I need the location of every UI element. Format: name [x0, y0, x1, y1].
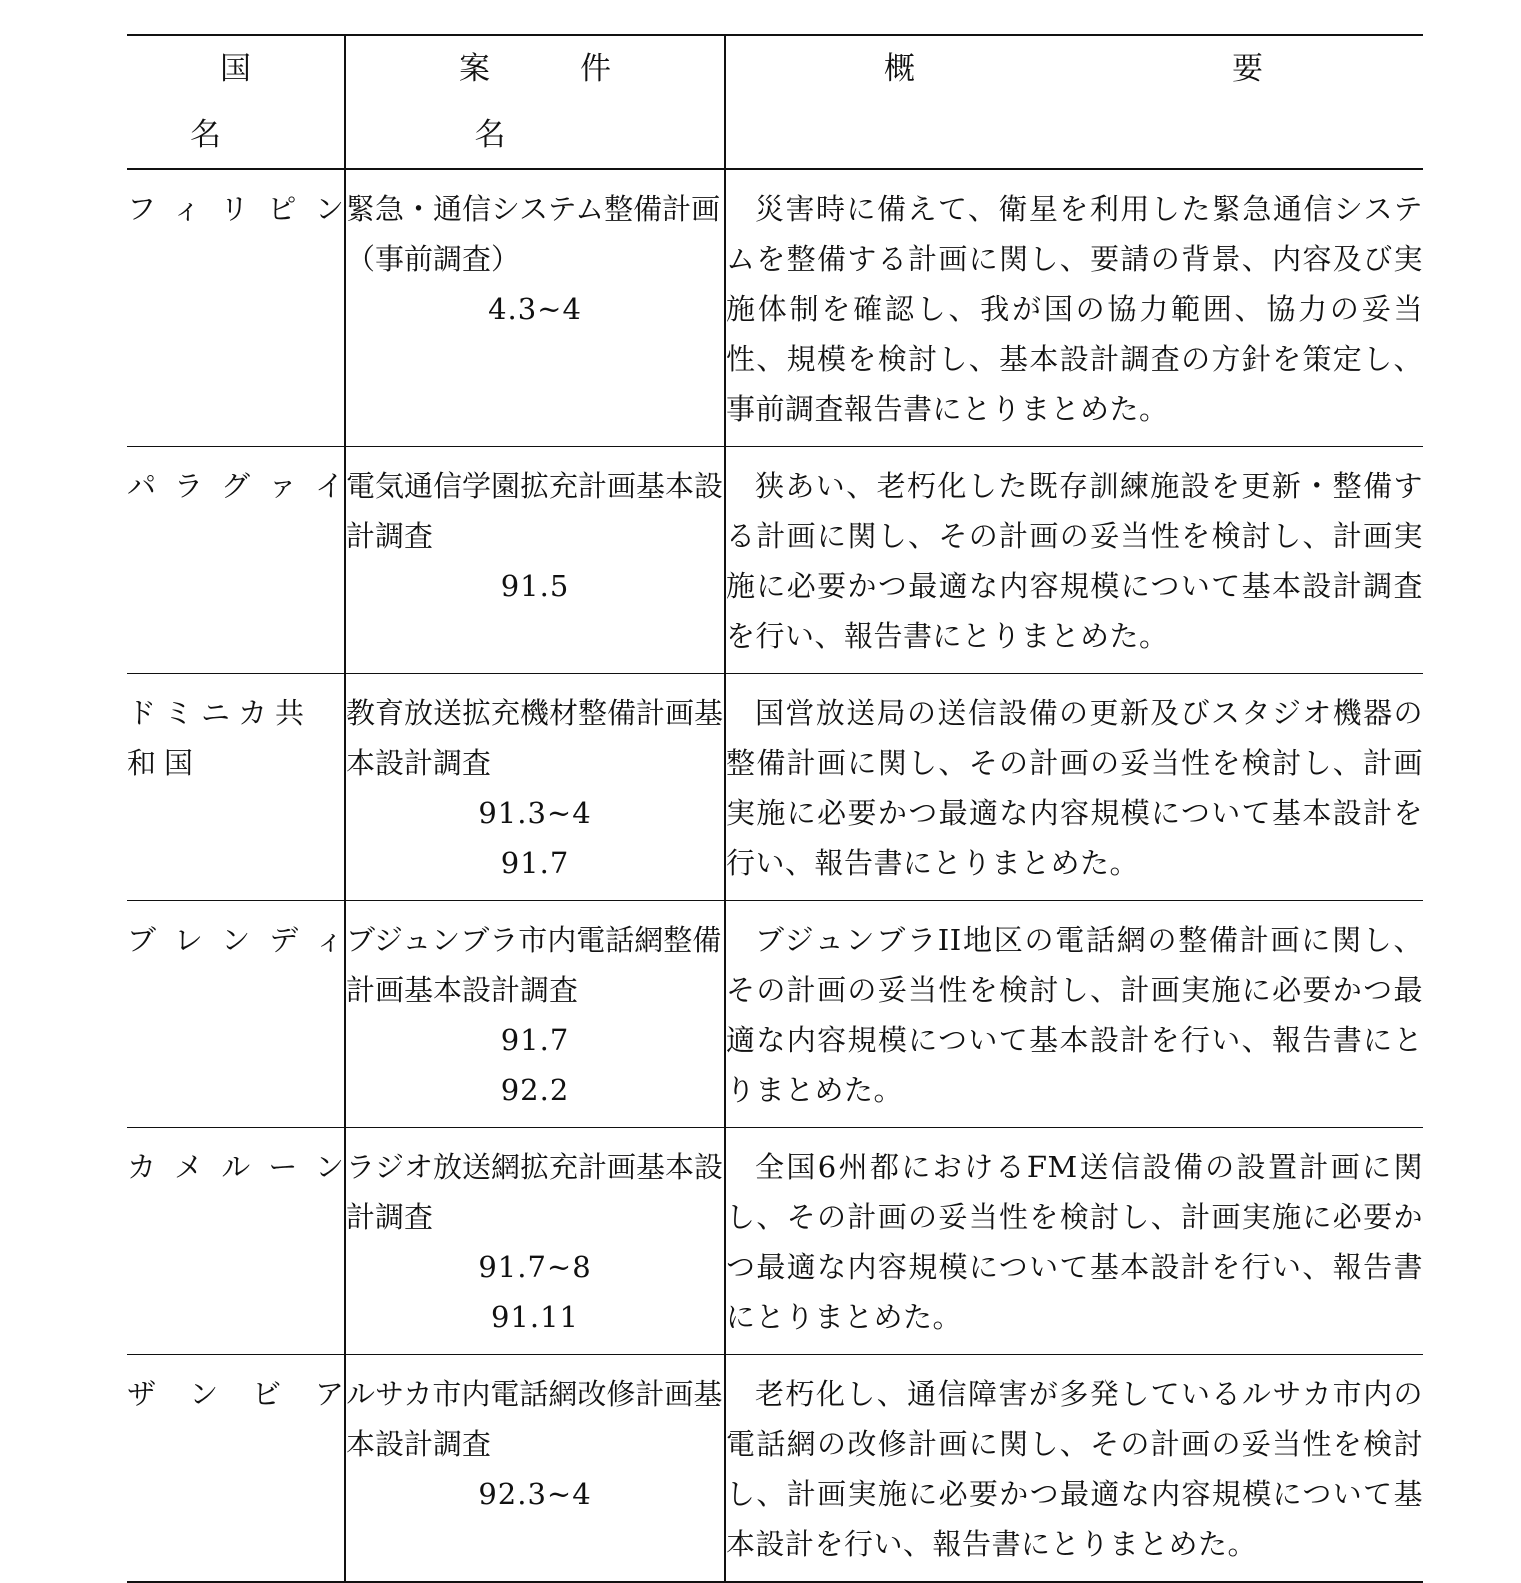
project-table-sheet [127, 34, 1423, 1583]
project-cell [345, 674, 725, 901]
summary-cell: ブジュンブラII地区の電話網の整備計画に関し、その計画の妥当性を検討し、計画実施に必要かつ最適な内容規模について基本設計を行い、報告書にとりまとめた。 [725, 901, 1423, 1128]
header-summary [725, 35, 1423, 169]
project-period: 91.3~4 [478, 796, 592, 830]
header-summary-left: 概 [884, 51, 915, 87]
country-cell: パラグァイ [127, 469, 344, 503]
country-cell: フィリピン [127, 192, 344, 226]
project-name: ラジオ放送網拡充計画基本設計調査 [346, 1150, 724, 1234]
project-cell [345, 447, 725, 674]
project-period: 91.7 [500, 1023, 570, 1057]
header-country-label: 国名 [190, 51, 311, 153]
project-period: 91.7~8 [478, 1250, 592, 1284]
country-cell: カメルーン [127, 1150, 344, 1184]
project-period: 92.2 [500, 1073, 570, 1107]
project-cell [345, 1355, 725, 1583]
table-header-row [127, 35, 1423, 169]
project-period: 92.3~4 [478, 1477, 592, 1511]
project-table [127, 34, 1423, 1583]
country-cell: ザンビア [127, 1377, 344, 1411]
table-row [127, 1355, 1423, 1583]
summary-cell: 老朽化し、通信障害が多発しているルサカ市内の電話網の改修計画に関し、その計画の妥当性を検討し、計画実施に必要かつ最適な内容規模について基本設計を行い、報告書にとりまとめた。 [725, 1355, 1423, 1583]
project-name: 電気通信学園拡充計画基本設計調査 [346, 469, 724, 553]
table-row [127, 169, 1423, 447]
summary-cell: 全国6州都におけるFM送信設備の設置計画に関し、その計画の妥当性を検討し、計画実施に必要かつ最適な内容規模について基本設計を行い、報告書にとりまとめた。 [725, 1128, 1423, 1355]
table-row [127, 674, 1423, 901]
table-row [127, 1128, 1423, 1355]
header-project [345, 35, 725, 169]
summary-cell: 災害時に備えて、衛星を利用した緊急通信システムを整備する計画に関し、要請の背景、内容及び実施体制を確認し、我が国の協力範囲、協力の妥当性、規模を検討し、基本設計調査の方針を策定し、事前調査報告書にとりまとめた。 [725, 169, 1423, 447]
country-cell: ブレンディ [127, 923, 344, 957]
table-row [127, 447, 1423, 674]
project-period: 4.3~4 [488, 292, 582, 326]
project-period: 91.7 [500, 846, 570, 880]
table-row [127, 901, 1423, 1128]
project-cell [345, 169, 725, 447]
header-country [127, 35, 345, 169]
header-project-label: 案件名 [459, 51, 701, 153]
project-period: 91.5 [500, 569, 570, 603]
project-cell [345, 1128, 725, 1355]
header-summary-right: 要 [1232, 51, 1263, 87]
project-name: ブジュンブラ市内電話網整備計画基本設計調査 [346, 923, 722, 1007]
project-name: 教育放送拡充機材整備計画基本設計調査 [346, 696, 724, 780]
summary-cell: 国営放送局の送信設備の更新及びスタジオ機器の整備計画に関し、その計画の妥当性を検討し、計画実施に必要かつ最適な内容規模について基本設計を行い、報告書にとりまとめた。 [725, 674, 1423, 901]
project-cell [345, 901, 725, 1128]
summary-cell: 狭あい、老朽化した既存訓練施設を更新・整備する計画に関し、その計画の妥当性を検討し、計画実施に必要かつ最適な内容規模について基本設計調査を行い、報告書にとりまとめた。 [725, 447, 1423, 674]
country-cell: ドミニカ共和国 [127, 696, 313, 780]
project-name: ルサカ市内電話網改修計画基本設計調査 [346, 1377, 723, 1461]
project-period: 91.11 [490, 1300, 580, 1334]
project-name: 緊急・通信システム整備計画（事前調査） [346, 192, 721, 276]
